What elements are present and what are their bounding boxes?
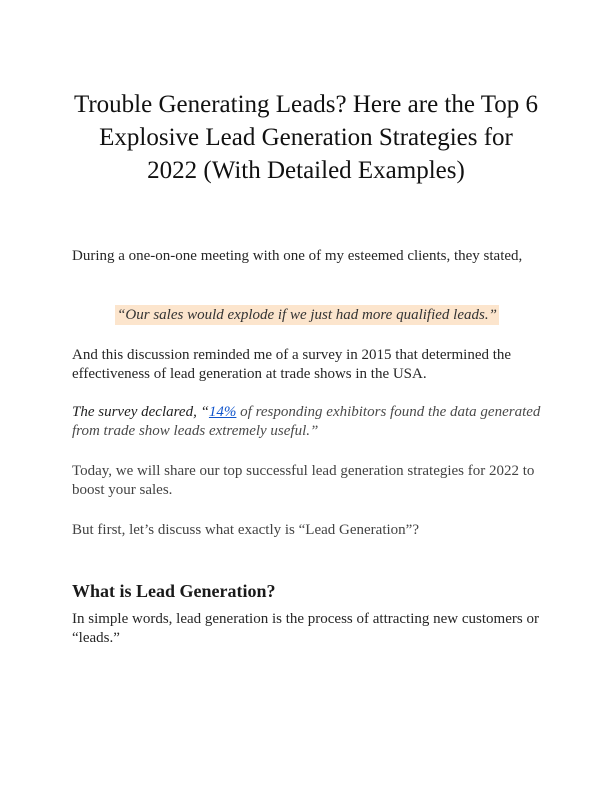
today-paragraph: Today, we will share our top successful lead generation strategies for 2022 to boost your sales.	[72, 463, 535, 498]
page-title: Trouble Generating Leads? Here are the Top 6 Explosive Lead Generation Strategies for 2022 (With Detailed Examples)	[73, 91, 539, 184]
survey-lead-in: The survey declared, “	[72, 404, 209, 420]
client-quote: “Our sales would explode if we just had more qualified leads.”	[117, 307, 497, 323]
survey-percentage-link[interactable]: 14%	[208, 404, 237, 420]
intro-paragraph: During a one-on-one meeting with one of my esteemed clients, they stated,	[72, 248, 523, 264]
client-quote-block	[72, 304, 542, 325]
section-heading: What is Lead Generation?	[72, 581, 276, 601]
but-first-paragraph: But first, let’s discuss what exactly is “Lead Generation”?	[72, 522, 419, 538]
discussion-paragraph: And this discussion reminded me of a survey in 2015 that determined the effectiveness of lead generation at trade shows in the USA.	[72, 347, 512, 382]
survey-paragraph	[72, 403, 542, 441]
survey-rest: of responding exhibitors found the data generated from trade show leads extremely useful.”	[72, 404, 541, 439]
definition-paragraph: In simple words, lead generation is the process of attracting new customers or “leads.”	[72, 611, 539, 646]
